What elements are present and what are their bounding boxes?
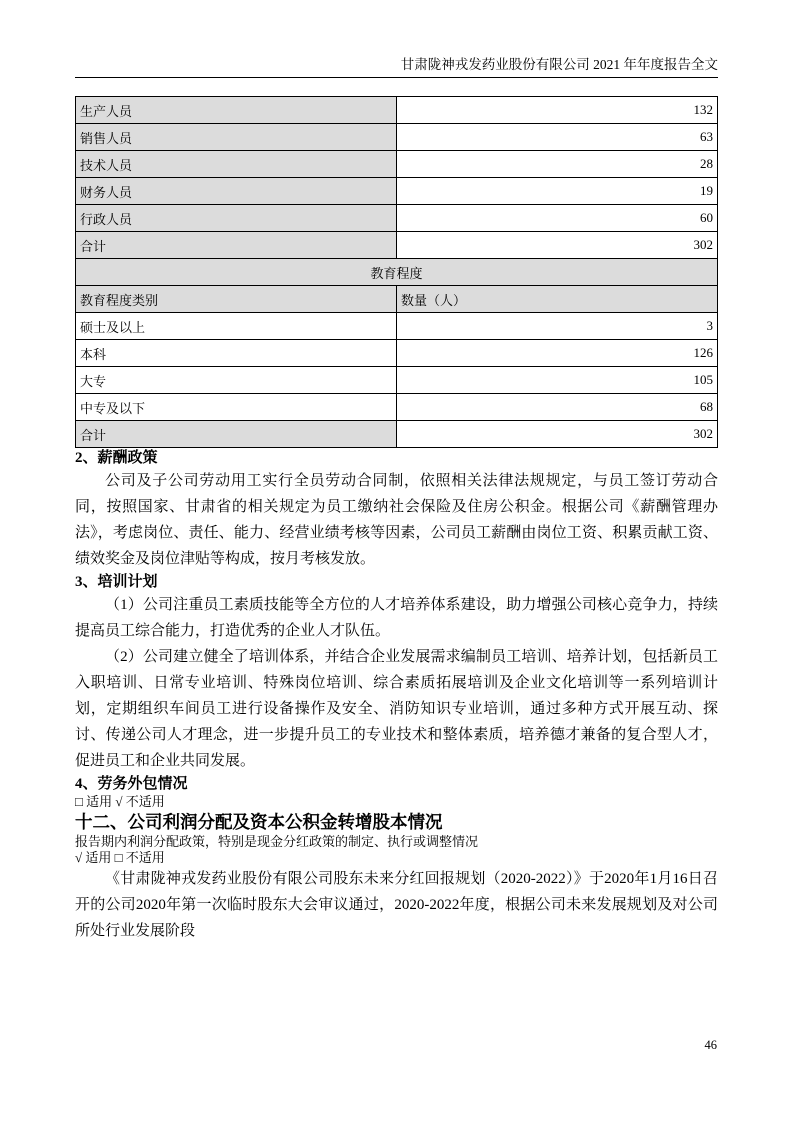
education-level-value: 68 bbox=[397, 394, 718, 421]
staff-category-value: 60 bbox=[397, 205, 718, 232]
report-header-title: 甘肃陇神戎发药业股份有限公司 2021 年年度报告全文 bbox=[400, 57, 718, 72]
profit-distribution-applicability: √ 适用 □ 不适用 bbox=[75, 850, 165, 865]
education-total-value: 302 bbox=[397, 421, 718, 448]
education-total-label: 合计 bbox=[76, 421, 397, 448]
table-row bbox=[76, 340, 718, 367]
education-count-header: 数量（人） bbox=[397, 286, 718, 313]
staff-category-value: 28 bbox=[397, 151, 718, 178]
table-row bbox=[76, 421, 718, 448]
table-row bbox=[76, 394, 718, 421]
education-category-header: 教育程度类别 bbox=[76, 286, 397, 313]
education-level-value: 126 bbox=[397, 340, 718, 367]
staff-category-value: 63 bbox=[397, 124, 718, 151]
table-row bbox=[76, 313, 718, 340]
education-level-value: 3 bbox=[397, 313, 718, 340]
labor-outsourcing-heading: 4、劳务外包情况 bbox=[75, 776, 188, 792]
staff-category-value: 19 bbox=[397, 178, 718, 205]
table-row bbox=[76, 178, 718, 205]
education-level-label: 本科 bbox=[76, 340, 397, 367]
table-row bbox=[76, 151, 718, 178]
education-level-label: 大专 bbox=[76, 367, 397, 394]
page-number: 46 bbox=[704, 1038, 717, 1052]
staff-category-label: 销售人员 bbox=[76, 124, 397, 151]
labor-outsourcing-applicability: □ 适用 √ 不适用 bbox=[75, 794, 165, 809]
table-row bbox=[76, 205, 718, 232]
staff-category-label: 技术人员 bbox=[76, 151, 397, 178]
training-plan-paragraph-1: （1）公司注重员工素质技能等全方位的人才培养体系建设，助力增强公司核心竞争力，持续提高员工综合能力，打造优秀的企业人才队伍。 bbox=[75, 597, 718, 639]
salary-policy-paragraph: 公司及子公司劳动用工实行全员劳动合同制，依照相关法律法规规定，与员工签订劳动合同，按照国家、甘肃省的相关规定为员工缴纳社会保险及住房公积金。根据公司《薪酬管理办法》，考虑岗位、责任、能力、经营业绩考核等因素，公司员工薪酬由岗位工资、积累贡献工资、绩效奖金及岗位津贴等构成，按月考核发放。 bbox=[75, 473, 718, 567]
staff-total-label: 合计 bbox=[76, 232, 397, 259]
page-content bbox=[75, 0, 718, 944]
staff-total-value: 302 bbox=[397, 232, 718, 259]
staff-category-label: 财务人员 bbox=[76, 178, 397, 205]
profit-distribution-heading: 十二、公司利润分配及资本公积金转增股本情况 bbox=[75, 812, 443, 832]
training-plan-paragraph-2: （2）公司建立健全了培训体系，并结合企业发展需求编制员工培训、培养计划，包括新员工入职培训、日常专业培训、特殊岗位培训、综合素质拓展培训及企业文化培训等一系列培训计划，定期组织车间员工进行设备操作及安全、消防知识专业培训，通过多种方式开展互动、探讨、传递公司人才理念，进一步提升员工的专业技术和整体素质，培养德才兼备的复合型人才，促进员工和企业共同发展。 bbox=[75, 649, 718, 769]
salary-policy-heading: 2、薪酬政策 bbox=[75, 450, 158, 466]
table-row bbox=[76, 97, 718, 124]
education-level-label: 硕士及以上 bbox=[76, 313, 397, 340]
table-section-header-row bbox=[76, 259, 718, 286]
header-rule bbox=[75, 77, 718, 78]
training-plan-heading: 3、培训计划 bbox=[75, 574, 158, 590]
table-row bbox=[76, 367, 718, 394]
staff-category-label: 行政人员 bbox=[76, 205, 397, 232]
page-header bbox=[75, 0, 718, 73]
table-column-header-row bbox=[76, 286, 718, 313]
profit-distribution-policy-note: 报告期内利润分配政策，特别是现金分红政策的制定、执行或调整情况 bbox=[75, 834, 479, 849]
education-section-title: 教育程度 bbox=[76, 259, 718, 286]
personnel-education-table bbox=[75, 96, 718, 448]
table-row bbox=[76, 232, 718, 259]
staff-category-value: 132 bbox=[397, 97, 718, 124]
profit-distribution-paragraph: 《甘肃陇神戎发药业股份有限公司股东未来分红回报规划（2020-2022）》于2020年1月16日召开的公司2020年第一次临时股东大会审议通过，2020-2022年度，根据公司未来发展规划及对公司所处行业发展阶段 bbox=[75, 871, 718, 939]
education-level-label: 中专及以下 bbox=[76, 394, 397, 421]
staff-category-label: 生产人员 bbox=[76, 97, 397, 124]
table-row bbox=[76, 124, 718, 151]
education-level-value: 105 bbox=[397, 367, 718, 394]
